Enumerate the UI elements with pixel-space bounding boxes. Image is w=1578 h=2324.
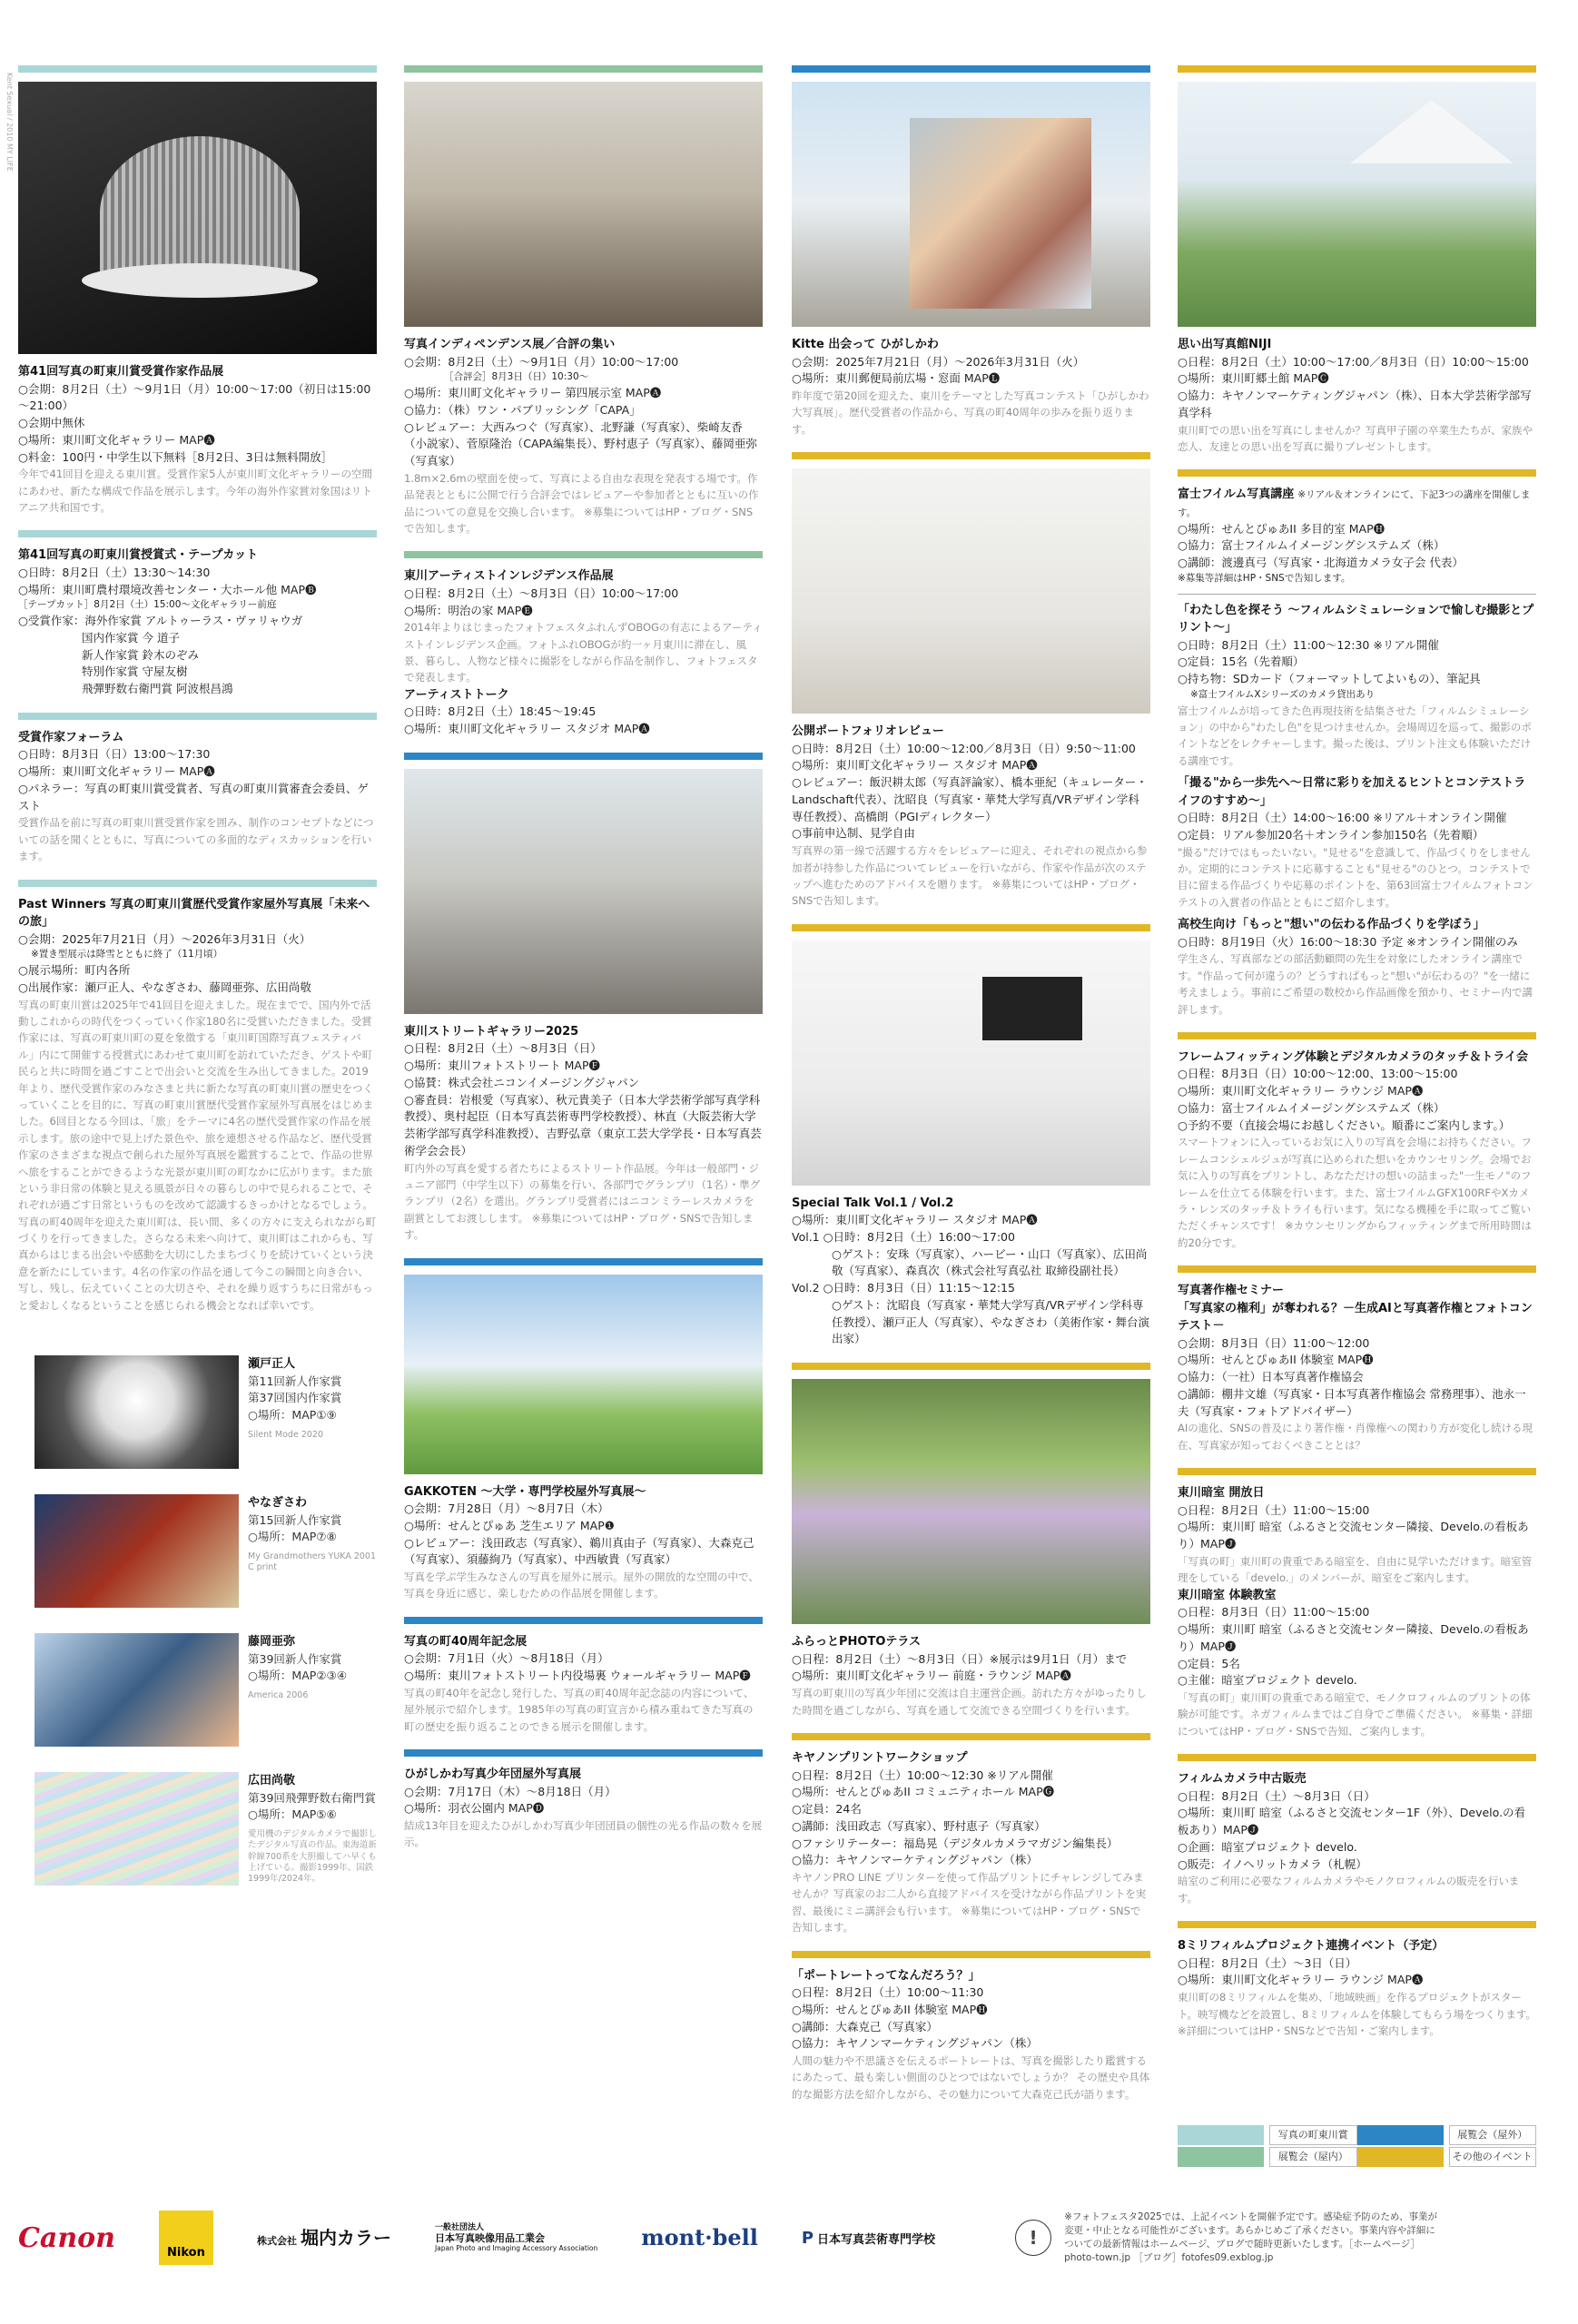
section-title: 写真インディペンデンス展／合評の集い <box>404 338 616 351</box>
info-line: ○日時：8月2日（土）11:00～12:30 ※リアル開催 <box>1178 637 1439 652</box>
section-forum <box>18 729 377 865</box>
section-copyright <box>1178 1282 1536 1453</box>
horiuchi-name: 堀内カラー <box>300 2227 391 2249</box>
info-line: ○場所：東川町 暗室（ふるさと交流センター隣接、Develo.の看板あり）MAP🅙 <box>1178 1622 1529 1653</box>
artist-caption: 愛用機のデジタルカメラで撮影したデジタル写真の作品。東海道新幹線700系を大胆撮してハ早くも上げている。撮影1999年、国鉄1999年/2024年。 <box>248 1829 377 1885</box>
section-title: フレームフィッティング体験とデジタルカメラのタッチ＆トライ会 <box>1178 1049 1528 1064</box>
info-line: 国内作家賞 今 道子 <box>82 630 180 645</box>
category-bar <box>1178 1754 1536 1761</box>
info-line: Vol.1 ○日時：8月2日（土）16:00～17:00 <box>792 1229 1015 1244</box>
info-line: ○講師：浅田政志（写真家）、野村恵子（写真家） <box>792 1818 1046 1833</box>
info-line: 新人作家賞 鈴木のぞみ <box>82 647 199 662</box>
legend-label: 写真の町東川賞 <box>1269 2125 1357 2145</box>
section-award-exhibition <box>18 363 377 516</box>
jpa-line: 日本写真映像用品工業会 <box>434 2232 545 2245</box>
artist-caption: Silent Mode 2020 <box>248 1429 323 1440</box>
legend-label: その他のイベント <box>1449 2147 1537 2167</box>
section-description: スマートフォンに入っているお気に入りの写真を会場にお持ちください。フレームコンシェルジュが写真に込められた想いをカウンセリング。会場でお気に入りの写真をプリントし、あなただけの想いの詰まった"一生モノ"のフレームを仕立てる体験を行います。また、富士フイルムGFX100RFやXカメラ・レンズのタッチ＆トライも行います。気になる機種を手に取ってご覧いただくチャンスです！ ※カウンセリングからフィッティングまで所用時間は約20分です。 <box>1178 1136 1532 1249</box>
notice <box>1015 2211 1442 2266</box>
info-line: ○場所：せんとぴゅあII 体験室 MAP🅗 <box>792 2002 988 2016</box>
section-description: 写真の町東川の写真少年団に交流は自主運営企画。訪れた方々がゆったりした時間を過ごしながら、写真を通して交流できる空間づくりを行います。 <box>792 1687 1147 1717</box>
section-past-winners <box>18 896 377 1314</box>
jpa-line: Japan Photo and Imaging Accessory Association <box>434 2244 598 2253</box>
info-line: ○日程：8月2日（土）11:00～15:00 <box>1178 1502 1370 1517</box>
photo-hat <box>18 82 377 354</box>
photo-special-talk <box>792 940 1150 1186</box>
info-line: ○日程：8月2日（土）～3日（日） <box>1178 1955 1357 1970</box>
section-description: 人間の魅力や不思議さを伝えるポートレートは、写真を撮影したり鑑賞するにあたって、最も楽しい側面のひとつではないでしょうか？ その歴史や具体的な撮影方法を紹介しながら、その魅力について大森克己氏が語ります。 <box>792 2054 1150 2101</box>
montbell-logo: mont·bell <box>641 2224 758 2250</box>
info-line: ○ファシリテーター：福島晃（デジタルカメラマガジン編集長） <box>792 1836 1119 1850</box>
info-line: ○場所：東川町文化ギャラリー MAP🅐 <box>18 764 215 779</box>
artist-award: 第37回国内作家賞 <box>248 1391 342 1405</box>
info-line: ○講師：大森克己（写真家） <box>792 2019 938 2034</box>
section-niji <box>1178 336 1536 455</box>
info-line: ○展示場所：町内各所 <box>18 963 131 978</box>
artist-caption: America 2006 <box>248 1690 309 1701</box>
section-title: 8ミリフィルムプロジェクト連携イベント（予定） <box>1178 1939 1445 1954</box>
artist-name: 広田尚敬 <box>248 1774 296 1788</box>
section-title: 公開ポートフォリオレビュー <box>792 724 944 739</box>
info-line: 特別作家賞 守屋友樹 <box>82 665 188 679</box>
category-bar <box>792 924 1150 931</box>
photo-street-gallery <box>404 769 763 1014</box>
info-line: ○定員：リアル参加20名＋オンライン参加150名（先着順） <box>1178 827 1484 842</box>
section-title: 「ポートレートってなんだろう？」 <box>792 1968 981 1983</box>
section-independence <box>404 336 763 537</box>
info-line: ○パネラー：写真の町東川賞受賞者、写真の町東川賞審査会委員、ゲスト <box>18 781 369 812</box>
info-line: ○販売：イノヘリットカメラ（札幌） <box>1178 1856 1367 1871</box>
section-title: 東川暗室 開放日 <box>1178 1486 1265 1501</box>
section-title: ひがしかわ写真少年団屋外写真展 <box>404 1768 582 1782</box>
info-line: ○日程：8月2日（土）～8月3日（日）※展示は9月1日（月）まで <box>792 1651 1128 1666</box>
info-line: ○場所：東川郵便局前広場・窓面 MAP🅛 <box>792 371 1001 386</box>
section-fujifilm <box>1178 486 1536 586</box>
section-40th <box>404 1633 763 1735</box>
info-line: ※富士フイルムXシリーズのカメラ貸出あり <box>1190 688 1376 700</box>
section-darkroom <box>1178 1484 1536 1739</box>
artist-name: やなぎさわ <box>248 1496 308 1511</box>
sub-title: 東川暗室 体験教室 <box>1178 1588 1277 1602</box>
info-line: ○協力：キヤノンマーケティングジャパン（株） <box>792 2036 1038 2051</box>
section-description: キヤノンPRO LINE プリンターを使って作品プリントにチャレンジしてみませんか？写真家のお二人から直接アドバイスを受けながら作品プリントを実習、最後にミニ講評会も行います。 ※募集についてはHP・ブログ・SNSで告知します。 <box>792 1871 1147 1935</box>
category-bar <box>792 452 1150 459</box>
section-subtitle: 「写真家の権利」が奪われる？－生成AIと写真著作権とフォトコンテスト－ <box>1178 1301 1533 1334</box>
artist-photo <box>35 1633 239 1747</box>
artist-award: 第11回新人作家賞 <box>248 1374 342 1388</box>
category-bar <box>404 1617 763 1624</box>
section-title: 写真著作権セミナー <box>1178 1284 1285 1298</box>
category-bar <box>1178 1032 1536 1039</box>
info-line: 飛彈野数右衛門賞 阿波根昌鴻 <box>82 682 233 696</box>
info-line: ○協力：キヤノンマーケティングジャパン（株）、日本大学芸術学部写真学科 <box>1178 389 1532 419</box>
section-description: 富士フイルムが培ってきた色再現技術を結集させた「フィルムシミュレーション」の中から"わたし色"を見つけませんか。会場周辺を巡って、撮影のポイントなどをレクチャーします。撮った後は、プリント注文も体験いただける講座です。 <box>1178 704 1532 767</box>
info-line: ○会期：8月3日（日）11:00～12:00 <box>1178 1335 1370 1350</box>
section-youth-team <box>404 1766 763 1851</box>
info-line: ○会期：7月17日（木）～8月18日（月） <box>404 1784 616 1798</box>
info-line: ○場所：東川町文化ギャラリー スタジオ MAP🅐 <box>404 722 650 736</box>
info-line: ○受賞作家：海外作家賞 アルトゥーラス・ヴァリャウガ <box>18 614 303 628</box>
info-line: ○場所：せんとぴゅあII 多目的室 MAP🅗 <box>1178 521 1386 536</box>
section-description: 学生さん、写真部などの部活動顧問の先生を対象にしたオンライン講座です。"作品って何が違うの？どうすればもっと"想い"が伝わるの？"を一緒に考えましょう。事前にご希望の数校から作品画像を預かり、セミナー内で講評します。 <box>1178 952 1533 1016</box>
legend-item <box>1357 2146 1537 2168</box>
section-description: 写真の町40年を記念し発行した、写真の町40周年記念誌の内容について、屋外展示で紹介します。1985年の写真の町宣言から積み重ねてきた写真の町の歴史を振り返ることのできる展示を開催します。 <box>404 1686 754 1733</box>
section-description: 町内外の写真を愛する者たちによるストリート作品展。今年は一般部門・ジュニア部門（中学生以下）の募集を行い、各部門でグランプリ（1名）・準グランプリ（2名）を選出。グランプリ受賞者にはニコンミラーレスカメラを副賞としてお渡しします。 ※募集についてはHP・ブログ・SNSで告知します。 <box>404 1161 761 1242</box>
category-legend <box>1178 2124 1536 2168</box>
info-line: ※置き型展示は降雪とともに終了（11月頃） <box>31 949 223 960</box>
horiuchi-prefix: 株式会社 <box>256 2235 297 2247</box>
section-street-gallery <box>404 1023 763 1244</box>
info-line: ○出展作家：瀬戸正人、やなぎさわ、藤岡亜弥、広田尚敬 <box>18 980 311 994</box>
info-line: ○協力：富士フイルムイメージングシステムズ（株） <box>1178 538 1445 553</box>
info-line: ○場所：東川町文化ギャラリー 前庭・ラウンジ MAP🅐 <box>792 1669 1071 1683</box>
section-award-ceremony <box>18 547 377 698</box>
section-description: 東川町での思い出を写真にしませんか？写真甲子園の卒業生たちが、家族や恋人、友達との思い出を写真に撮りプレゼントします。 <box>1178 423 1533 453</box>
section-frame-fitting <box>1178 1049 1536 1251</box>
info-line: ○日程：8月2日（土）～8月3日（日）10:00～17:00 <box>404 586 679 600</box>
info-line: ○日程：8月2日（土）10:00～12:30 ※リアル開催 <box>792 1768 1053 1782</box>
info-line: ○場所：東川町郷土館 MAP🅒 <box>1178 371 1329 386</box>
info-line: ○場所：せんとぴゅあ 芝生エリア MAP❶ <box>404 1518 615 1532</box>
section-title: Special Talk Vol.1 / Vol.2 <box>792 1196 954 1210</box>
info-line: ○協力：（株）ワン・パブリッシング「CAPA」 <box>404 402 641 417</box>
info-line: ※募集等詳細はHP・SNSで告知します。 <box>1178 572 1351 584</box>
section-description: 2014年よりはじまったフォトフェスタふれんずOBOGの有志によるアーティストインレジデンス企画。フォトふれOBOGが約一ヶ月東川に滞在し、風景、暮らし、人物など様々に撮影をしながら作品を制作し、フォトフェスタで発表します。 <box>404 621 763 684</box>
info-line: ○場所：東川町文化ギャラリー スタジオ MAP🅐 <box>792 758 1038 773</box>
title-note: ※リアル＆オンラインにて、下記3つの講座を開催します。 <box>1178 489 1531 518</box>
sponsor-footer <box>18 2206 1562 2270</box>
section-title: ふらっとPHOTOテラス <box>792 1635 921 1649</box>
section-title: 富士フイルム写真講座 <box>1178 487 1295 502</box>
info-line: ○場所：東川町文化ギャラリー ラウンジ MAP🅐 <box>1178 1973 1424 1987</box>
jpa-line: 一般社団法人 <box>434 2222 484 2232</box>
artist-award: 第39回飛彈野数右衛門賞 <box>248 1790 376 1805</box>
info-line: ○場所：明治の家 MAP🅔 <box>404 603 533 617</box>
section-fuji-lecture-3 <box>1178 916 1536 1018</box>
section-title: 高校生向け「もっと"想い"の伝わる作品づくりを学ぼう」 <box>1178 918 1485 932</box>
exclamation-icon: ! <box>1015 2220 1051 2256</box>
info-line: ○レビュアー：飯沢耕太郎（写真評論家）、橋本亜紀（キュレーター・Landschaft代表）、沈昭良（写真家・華梵大学写真/VRデザイン学科専任教授）、高橋朗（PGIディレクター） <box>792 775 1148 823</box>
section-special-talk <box>792 1195 1150 1349</box>
column-4 <box>1178 65 1536 2053</box>
jpa-logo <box>435 2223 597 2253</box>
section-kitte <box>792 336 1150 438</box>
info-line: ○講師：棚井文雄（写真家・日本写真著作権協会 常務理事）、池永一夫（写真家・フォトアドバイザー） <box>1178 1386 1526 1418</box>
artist-name: 瀬戸正人 <box>248 1357 296 1372</box>
legend-label: 展覧会（屋内） <box>1269 2147 1357 2167</box>
info-line: ○日程：8月2日（土）10:00～17:00／8月3日（日）10:00～15:00 <box>1178 354 1529 369</box>
info-line: ○レビュアー：大西みつぐ（写真家）、北野謙（写真家）、柴崎友香（小説家）、菅原隆治（CAPA編集長）、野村恵子（写真家）、藤岡亜弥（写真家） <box>404 419 757 468</box>
column-3 <box>792 65 1150 2117</box>
photo-kitte-cube <box>792 82 1150 327</box>
category-bar <box>1178 1921 1536 1928</box>
artist-entry <box>18 1494 377 1608</box>
section-title: 「撮る"から一歩先へ～日常に彩りを加えるヒントとコンテストライフのすすめ～」 <box>1178 776 1526 808</box>
category-bar <box>1178 65 1536 73</box>
info-line: ○講師：渡邊真弓（写真家・北海道カメラ女子会 代表） <box>1178 556 1464 570</box>
sub-title: アーティストトーク <box>404 687 509 702</box>
info-line: ○場所：せんとぴゅあII コミュニティホール MAP🅖 <box>792 1785 1055 1799</box>
info-line: ○場所：東川フォトストリート MAP🅕 <box>404 1059 601 1073</box>
section-fuji-lecture-1 <box>1178 602 1536 770</box>
photo-gallery-crowd <box>404 82 763 327</box>
section-description: 写真の町東川賞は2025年で41回目を迎えました。現在までで、国内外で活動しこれからの時代をつくっていく作家180名に受賞いただきました。受賞作家には、写真の町東川町の夏を象徴する「東川町国際写真フェスティバル」内にて開催する授賞式にあわせて東川町を訪れていただき、ゲストや町民らと共に時間を過ごすことで出会いと交流を生み出してきました。2019年より、歴代受賞作家のみなさまと共に新たな写真の町東川賞の歴史をつくっていくことを目的に、写真の町東川賞歴代受賞作家屋外写真展をはじめました。6回目となる今回は、「旅」をテーマに4名の歴代受賞作家の作品を展示します。旅の途中で見上げた景色や、旅を連想させる作品など、歴代受賞作家のさまざまな視点で創られた屋外写真展を鑑賞することで、作品の世界へ旅をすることができるような光景が東川町の町なかに広がります。また旅という非日常の体験と見える風景が日々の暮らしの中で見られることで、それぞれが過ごす日常というものを改めて認識するきっかけとなるでしょう。写真の町40周年を迎えた東川町は、長い間、多くの方々に支えられながら町づくりを行ってきました。さらなる未来へ向けて、東川町はこれからも、写真からはじまる出会いや感動を大切にしたまちづくりを続けていくという決意を新たにしています。4名の作家の作品を通して今この瞬間と向き合い、写し、残し、伝えていくことの大切さや、それを繰り返すうちに日常がもっと愛おしくなるということを感じられる機会となれば幸いです。 <box>18 998 377 1312</box>
section-description: 暗室のご利用に必要なフィルムカメラやモノクロフィルムの販売を行います。 <box>1178 1875 1520 1905</box>
info-line: ○協力：富士フイルムイメージングシステムズ（株） <box>1178 1100 1445 1115</box>
legend-swatch <box>1178 2125 1264 2145</box>
section-title: 思い出写真館NIJI <box>1178 338 1272 351</box>
category-bar <box>18 65 377 73</box>
info-line: ○日時：8月2日（土）13:30～14:30 <box>18 565 211 579</box>
section-portfolio-review <box>792 723 1150 910</box>
info-line: ○定員：5名 <box>1178 1656 1240 1670</box>
legend-item <box>1178 2146 1357 2168</box>
info-line: ○会期中無休 <box>18 416 85 429</box>
artist-photo <box>35 1355 239 1469</box>
legend-swatch <box>1357 2125 1444 2145</box>
info-line: ○日程：8月2日（土）～8月3日（日） <box>1178 1788 1376 1803</box>
section-canon-print <box>792 1749 1150 1936</box>
section-description: 受賞作品を前に写真の町東川賞受賞作家を囲み、制作のコンセプトなどについての話を聞くとともに、写真についての多面的なディスカッションを行います。 <box>18 816 374 863</box>
info-line: ○レビュアー：浅田政志（写真家）、鵜川真由子（写真家）、大森克己（写真家）、須藤絢乃（写真家）、中西敏貴（写真家） <box>404 1535 754 1567</box>
info-line: ○協力：（一社）日本写真著作権協会 <box>1178 1370 1364 1384</box>
info-line: ○主催：暗室プロジェクト develo. <box>1178 1673 1357 1688</box>
section-title: 写真の町40周年記念展 <box>404 1634 528 1649</box>
section-film-camera-sale <box>1178 1770 1536 1906</box>
info-line: ○料金：100円・中学生以下無料［8月2日、3日は無料開放］ <box>18 449 333 464</box>
category-bar <box>404 551 763 558</box>
section-title: GAKKOTEN ～大学・専門学校屋外写真展～ <box>404 1484 646 1499</box>
section-description: "撮る"だけではもったいない。"見せる"を意識して、作品づくりをしませんか。定期的にコンテストに応募することも"見せる"のひとつ。コンテストで目に留まる作品づくりや応募のポイントを、第63回富士フイルムフォトコンテストの入賞者の作品とともにご紹介します。 <box>1178 845 1534 909</box>
artist-award: 第15回新人作家賞 <box>248 1512 342 1527</box>
photo-gakkoten <box>404 1275 763 1474</box>
info-line: ○日程：8月3日（日）10:00～12:00、13:00～15:00 <box>1178 1067 1458 1081</box>
section-title: 第41回写真の町東川賞授賞式・テープカット <box>18 548 259 563</box>
category-bar <box>1178 469 1536 477</box>
info-line: ○会期：7月1日（火）～8月18日（月） <box>404 1651 609 1666</box>
info-line: ○日時：8月3日（日）13:00～17:30 <box>18 747 211 762</box>
notice-text: ※フォトフェスタ2025では、上記イベントを開催予定です。感染症予防のため、事業が変更・中止となる可能性がございます。あらかじめご了承ください。事業内容や詳細についての最新情報はホームページ、ブログで随時更新いたします。［ホームページ］photo-town.jp ［ブログ］fotofes09.exblog.jp <box>1064 2211 1437 2264</box>
info-line: ○日程：8月2日（土）～8月3日（日） <box>404 1041 602 1056</box>
photo-niji-outdoor <box>1178 82 1536 327</box>
section-8mm <box>1178 1937 1536 2039</box>
info-line: ○定員：24名 <box>792 1802 862 1817</box>
section-description: 結成13年目を迎えたひがしかわ写真少年団団員の個性の光る作品の数々を展示。 <box>404 1819 763 1849</box>
category-bar <box>1178 1265 1536 1273</box>
section-photo-terrace <box>792 1633 1150 1718</box>
school-mark-icon: P <box>801 2228 814 2248</box>
info-line: Vol.2 ○日時：8月3日（日）11:15～12:15 <box>792 1281 1015 1295</box>
category-bar <box>18 713 377 720</box>
section-description: 1.8m×2.6mの壁面を使って、写真による自由な表現を発表する場です。作品発表とともに公開で行う合評会ではレビュアーや参加者とともに互いの作品についての意見を交換し合います。 ※募集についてはHP・ブログ・SNSで告知します。 <box>404 471 759 535</box>
info-line: ○協力：キヤノンマーケティングジャパン（株） <box>792 1853 1038 1867</box>
section-description: 写真界の第一線で活躍する方々をレビュアーに迎え、それぞれの視点から参加者が持参した作品についてレビューを行いながら、作家や作品が次のステップへ進むためのアドバイスを贈ります。 ※募集についてはHP・ブログ・SNSで告知します。 <box>792 844 1148 908</box>
section-fuji-lecture-2 <box>1178 774 1536 911</box>
section-description: 写真を学ぶ学生みなさんの写真を屋外に展示。屋外の開放的な空間の中で、写真を身近に感じ、楽しむための作品展を開催します。 <box>404 1571 759 1600</box>
info-line: ○予約不要（直接会場にお越しください。順番にご案内します。） <box>1178 1118 1511 1132</box>
section-title: 東川アーティストインレジデンス作品展 <box>404 569 614 584</box>
legend-item <box>1178 2124 1357 2146</box>
info-line: ［テープカット］8月2日（土）15:00～文化ギャラリー前庭 <box>18 599 277 611</box>
category-bar <box>404 1749 763 1757</box>
artist-caption: My Grandmothers YUKA 2001 C print <box>248 1551 377 1573</box>
info-line: ○場所：東川町文化ギャラリー 第四展示室 MAP🅐 <box>404 386 662 399</box>
section-description: 「写真の町」東川町の貴重である暗室を、自由に見学いただけます。暗室管理をしている「develo.」のメンバーが、暗室をご案内します。 <box>1178 1554 1533 1585</box>
artist-photo <box>35 1772 239 1886</box>
info-line: ○事前申込制、見学自由 <box>792 826 915 841</box>
artist-entry <box>18 1633 377 1747</box>
info-line: ○日程：8月2日（土）10:00～11:30 <box>792 1985 984 2000</box>
artist-map: ○場所：MAP⑤⑥ <box>248 1807 337 1822</box>
info-line: ○日時：8月2日（土）14:00～16:00 ※リアル＋オンライン開催 <box>1178 811 1507 825</box>
section-title: 「わたし色を探そう ～フィルムシミュレーションで愉しむ撮影とプリント～」 <box>1178 603 1534 635</box>
category-bar <box>792 1951 1150 1958</box>
category-bar <box>792 1363 1150 1370</box>
section-title: 東川ストリートギャラリー2025 <box>404 1024 579 1039</box>
info-line: ○日時：8月2日（土）18:45～19:45 <box>404 704 597 719</box>
nikon-logo <box>159 2211 213 2265</box>
photo-portfolio-review <box>792 468 1150 714</box>
category-bar <box>1178 1468 1536 1475</box>
section-description: 東川町の8ミリフィルムを集め、「地域映画」を作るプロジェクトがスタート。映写機などを設置し、8ミリフィルムを体験してもらう場をつくります。 ※詳細についてはHP・SNSなどで告知・ご案内します。 <box>1178 1991 1536 2037</box>
section-title: 第41回写真の町東川賞受賞作家作品展 <box>18 365 224 379</box>
info-line: ○ゲスト：沈昭良（写真家・華梵大学写真/VRデザイン学科専任教授）、瀬戸正人（写真家）、やなぎさわ（美術作家・舞台演出家） <box>832 1297 1150 1346</box>
section-portrait-talk <box>792 1967 1150 2103</box>
artist-map: ○場所：MAP①⑨ <box>248 1408 337 1423</box>
column-2 <box>404 65 763 1866</box>
artist-entry <box>18 1772 377 1886</box>
category-bar <box>404 753 763 760</box>
info-line: ［合評会］8月3日（日）10:30～ <box>444 371 589 383</box>
info-line: ○場所：東川町文化ギャラリー ラウンジ MAP🅐 <box>1178 1084 1424 1098</box>
info-line: ○会期：8月2日（土）～9月1日（月）10:00～17:00（初日は15:00～21:00） <box>18 381 371 413</box>
info-line: ○審査員：岩根愛（写真家）、秋元貴美子（日本大学芸術学部写真学科教授）、奥村起臣（日本写真芸術専門学校教授）、林直（大阪芸術大学芸術学部写真学科准教授）、吉野弘章（東京工芸大学学長・日本写真芸術学会会長） <box>404 1092 762 1157</box>
category-bar <box>792 65 1150 73</box>
artist-award: 第39回新人作家賞 <box>248 1651 342 1666</box>
info-line: ○協賛：株式会社ニコンイメージングジャパン <box>404 1075 640 1089</box>
info-line: ○場所：東川フォトストリート内役場裏 ウォールギャラリー MAP🅕 <box>404 1669 751 1683</box>
category-bar <box>18 880 377 887</box>
category-bar <box>404 1258 763 1265</box>
section-description: 昨年度で第20回を迎えた、東川をテーマとした写真コンテスト「ひがしかわ大写真展」。歴代受賞者の作品から、写真の町40周年の歩みを振り返ります。 <box>792 389 1149 436</box>
info-line: ○日時：8月2日（土）10:00～12:00／8月3日（日）9:50～11:00 <box>792 741 1136 755</box>
category-bar <box>18 530 377 537</box>
info-line: ○日程：8月3日（日）11:00～15:00 <box>1178 1605 1370 1620</box>
artist-map: ○場所：MAP⑦⑧ <box>248 1530 337 1544</box>
artist-map: ○場所：MAP②③④ <box>248 1669 347 1683</box>
school-logo <box>802 2226 935 2250</box>
section-title: Past Winners 写真の町東川賞歴代受賞作家屋外写真展「未来への旅」 <box>18 897 370 930</box>
section-description: 今年で41回目を迎える東川賞。受賞作家5人が東川町文化ギャラリーの空間にあわせ、新たな構成で作品を展示します。今年の海外作家賞対象国はリトアニア共和国です。 <box>18 468 372 515</box>
nikon-logo-text: Nikon <box>167 2245 205 2260</box>
category-bar <box>792 1733 1150 1740</box>
info-line: ○会期：2025年7月21日（月）～2026年3月31日（火） <box>18 931 311 946</box>
info-line: ○場所：東川町 暗室（ふるさと交流センター1F（外）、Develo.の看板あり）MAP🅙 <box>1178 1806 1526 1837</box>
info-line: ○企画：暗室プロジェクト develo. <box>1178 1839 1357 1854</box>
artist-name: 藤岡亜弥 <box>248 1635 296 1649</box>
section-title: フィルムカメラ中古販売 <box>1178 1772 1307 1787</box>
info-line: ○場所：東川町文化ギャラリー MAP🅐 <box>18 432 215 447</box>
legend-swatch <box>1357 2147 1444 2167</box>
category-bar <box>404 65 763 73</box>
section-title: キヤノンプリントワークショップ <box>792 1751 968 1766</box>
info-line: ○日時：8月19日（火）16:00～18:30 予定 ※オンライン開催のみ <box>1178 934 1518 949</box>
info-line: ○場所：せんとぴゅあII 体験室 MAP🅗 <box>1178 1353 1374 1367</box>
horiuchi-color-logo <box>257 2224 391 2251</box>
school-name: 日本写真芸術専門学校 <box>817 2232 936 2247</box>
artist-photo <box>35 1494 239 1608</box>
canon-logo: Canon <box>18 2221 115 2254</box>
section-gakkoten <box>404 1483 763 1602</box>
section-residence <box>404 567 763 738</box>
side-note: Kent Sexual / 2010 MY LIFE <box>5 73 14 172</box>
artist-entry <box>18 1355 377 1469</box>
info-line: ○定員：15名（先着順） <box>1178 655 1305 669</box>
section-title: Kitte 出会って ひがしかわ <box>792 338 939 351</box>
legend-swatch <box>1178 2147 1264 2167</box>
info-line: ○場所：東川町 暗室（ふるさと交流センター隣接、Develo.の看板あり）MAP🅙 <box>1178 1520 1529 1551</box>
legend-item <box>1357 2124 1537 2146</box>
photo-umbrella-terrace <box>792 1379 1150 1624</box>
info-line: ○場所：東川町農村環境改善センター・大ホール他 MAP🅑 <box>18 582 317 596</box>
column-1 <box>18 65 377 1911</box>
info-line: ○持ち物：SDカード（フォーマットしてよいもの）、筆記具 <box>1178 672 1481 686</box>
info-line: ○場所：羽衣公園内 MAP🅓 <box>404 1801 545 1816</box>
section-description: 「写真の町」東川町の貴重である暗室で、モノクロフィルムのプリントの体験が可能です。ネガフィルムまではご自身でご準備ください。 ※募集・詳細についてはHP・ブログ・SNSで告知、ご案内します。 <box>1178 1691 1533 1738</box>
info-line: ○会期：2025年7月21日（月）～2026年3月31日（火） <box>792 354 1085 369</box>
legend-label: 展覧会（屋外） <box>1449 2125 1537 2145</box>
info-line: ○会期：8月2日（土）～9月1日（月）10:00～17:00 <box>404 354 679 369</box>
info-line: ○会期：7月28日（月）～8月7日（木） <box>404 1502 609 1516</box>
info-line: ○ゲスト：安珠（写真家）、ハービー・山口（写真家）、広田尚敬（写真家）、森真次（株式会社写真弘社 取締役副社長） <box>832 1246 1148 1278</box>
info-line: ○場所：東川町文化ギャラリー スタジオ MAP🅐 <box>792 1213 1038 1227</box>
section-title: 受賞作家フォーラム <box>18 730 124 744</box>
section-description: AIの進化、SNSの普及により著作権・肖像権への関わり方が変化し続ける現在、写真家が知っておくべきこととは？ <box>1178 1422 1533 1452</box>
